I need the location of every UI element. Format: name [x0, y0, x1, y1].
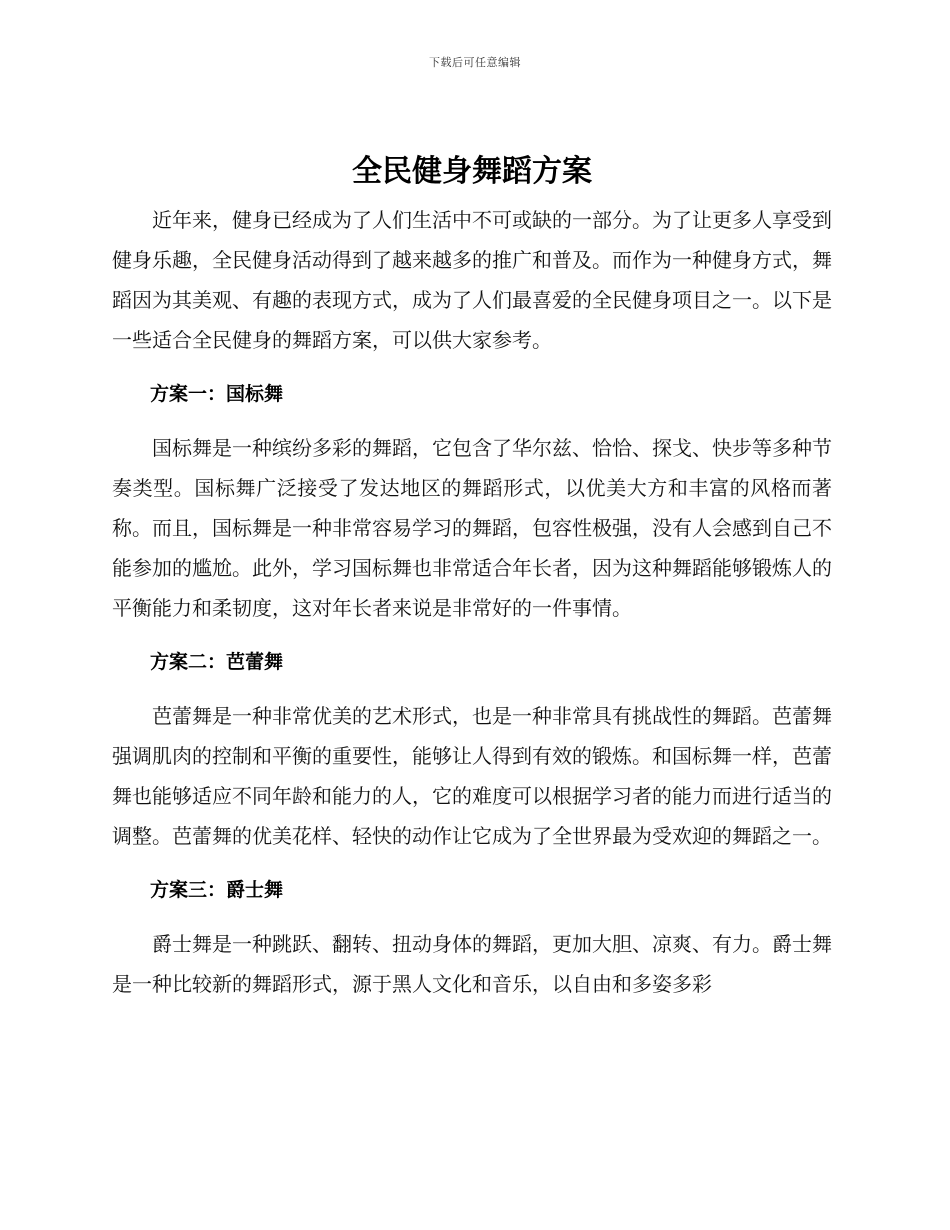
section-heading-2: 方案二：芭蕾舞: [150, 651, 284, 673]
document-title: 全民健身舞蹈方案: [352, 154, 592, 189]
section-heading-1: 方案一：国标舞: [150, 383, 284, 405]
intro-paragraph: 近年来，健身已经成为了人们生活中不可或缺的一部分。为了让更多人享受到健身乐趣，全民健身活动得到了越来越多的推广和普及。而作为一种健身方式，舞蹈因为其美观、有趣的表现方式，成为了人们最喜爱的全民健身项目之一。以下是一些适合全民健身的舞蹈方案，可以供大家参考。: [112, 208, 832, 352]
section-heading-3: 方案三：爵士舞: [150, 879, 284, 901]
section-body-1: 国标舞是一种缤纷多彩的舞蹈，它包含了华尔兹、恰恰、探戈、快步等多种节奏类型。国标舞广泛接受了发达地区的舞蹈形式，以优美大方和丰富的风格而著称。而且，国标舞是一种非常容易学习的舞蹈，包容性极强，没有人会感到自己不能参加的尴尬。此外，学习国标舞也非常适合年长者，因为这种舞蹈能够锻炼人的平衡能力和柔韧度，这对年长者来说是非常好的一件事情。: [112, 436, 832, 620]
section-body-2: 芭蕾舞是一种非常优美的艺术形式，也是一种非常具有挑战性的舞蹈。芭蕾舞强调肌肉的控制和平衡的重要性，能够让人得到有效的锻炼。和国标舞一样，芭蕾舞也能够适应不同年龄和能力的人，它的难度可以根据学习者的能力而进行适当的调整。芭蕾舞的优美花样、轻快的动作让它成为了全世界最为受欢迎的舞蹈之一。: [112, 704, 832, 848]
header-note: 下载后可任意编辑: [429, 56, 521, 69]
section-body-3: 爵士舞是一种跳跃、翻转、扭动身体的舞蹈，更加大胆、凉爽、有力。爵士舞是一种比较新的舞蹈形式，源于黑人文化和音乐，以自由和多姿多彩: [112, 932, 832, 996]
document-body: [112, 150, 832, 1004]
